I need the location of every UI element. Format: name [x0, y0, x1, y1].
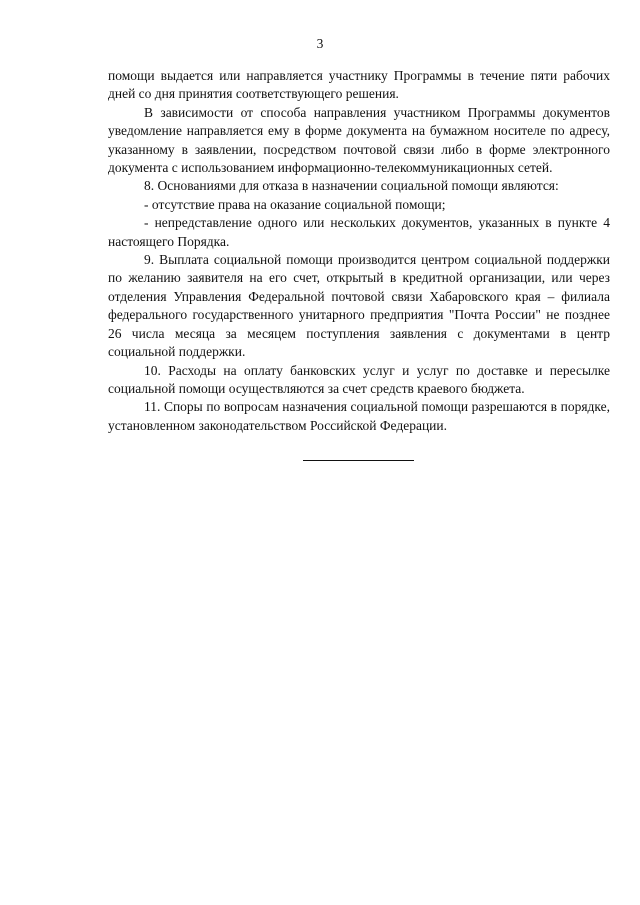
paragraph: 9. Выплата социальной помощи производится центром социальной поддержки по желанию заявителя на его счет, открытый в кредитной организации, или через отделения Управления Федеральной почтовой связи Хабаровского края – филиала федерального государственного унитарного предприятия "Почта России" не позднее 26 числа месяца за месяцем поступления заявления с документами в центр социальной поддержки.: [108, 252, 610, 360]
end-of-document-rule: [303, 460, 414, 461]
paragraph: В зависимости от способа направления участником Программы документов уведомление направляется ему в форме документа на бумажном носителе по адресу, указанному в заявлении, посредством почтовой связи либо в форме электронного документа с использованием информационно-телекоммуникационных сетей.: [108, 104, 610, 176]
list-item: - отсутствие права на оказание социальной помощи;: [144, 196, 446, 212]
paragraph: помощи выдается или направляется участнику Программы в течение пяти рабочих дней со дня принятия соответствующего решения.: [108, 68, 610, 102]
list-item: - непредставление одного или нескольких документов, указанных в пункте 4 настоящего Порядка.: [108, 215, 610, 249]
page-number: 3: [316, 36, 324, 51]
paragraph: 8. Основаниями для отказа в назначении социальной помощи являются:: [144, 178, 559, 194]
document-body: [108, 67, 610, 435]
paragraph: 10. Расходы на оплату банковских услуг и услуг по доставке и пересылке социальной помощи осуществляются за счет средств краевого бюджета.: [108, 362, 610, 396]
paragraph: 11. Споры по вопросам назначения социальной помощи разрешаются в порядке, установленном законодательством Российской Федерации.: [108, 399, 610, 433]
